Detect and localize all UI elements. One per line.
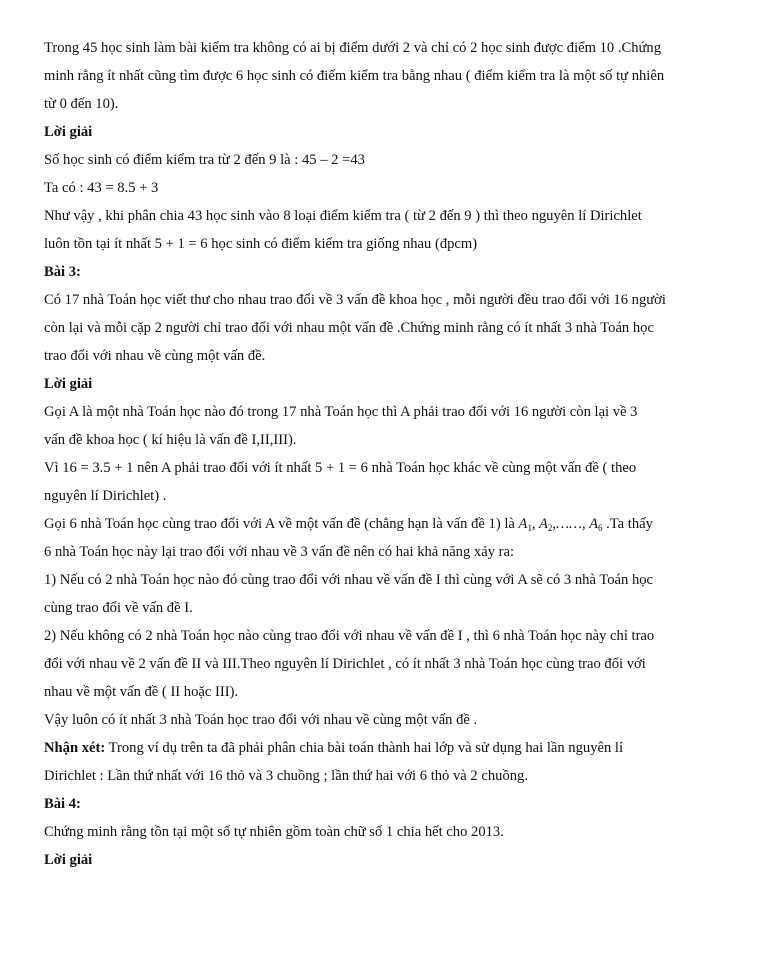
math-var-a6: A xyxy=(589,516,598,532)
problem-text-line-3: từ 0 đến 10). xyxy=(44,96,119,112)
remark-label: Nhận xét: xyxy=(44,740,106,756)
solution-3-line-11: nhau về một vấn đề ( II hoặc III). xyxy=(44,684,239,700)
solution-3-line-4: nguyên lí Dirichlet) . xyxy=(44,488,167,504)
solution-heading-3: Lời giải xyxy=(44,376,93,392)
solution-3-line-6: 6 nhà Toán học này lại trao đổi với nhau về 3 vấn đề nên có hai khả năng xảy ra: xyxy=(44,544,515,560)
solution-3-line-2: vấn đề khoa học ( kí hiệu là vấn đề I,II,III). xyxy=(44,432,297,448)
solution-3-line-7: 1) Nếu có 2 nhà Toán học nào đó cùng trao đổi với nhau về vấn đề I thì cùng với A sẽ có 3 nhà Toán học xyxy=(44,572,654,588)
solution-3-line-9: 2) Nếu không có 2 nhà Toán học nào cùng trao đổi với nhau về vấn đề I , thì 6 nhà Toán học này chỉ trao xyxy=(44,628,655,644)
problem-text-line-1: Trong 45 học sinh làm bài kiểm tra không có ai bị điểm dưới 2 và chỉ có 2 học sinh được điểm 10 .Chứng xyxy=(44,40,662,56)
document-page xyxy=(44,34,734,874)
math-var-a1: A xyxy=(518,516,528,532)
solution-3-line-5-text: Gọi 6 nhà Toán học cùng trao đổi với A về một vấn đề (chẳng hạn là vấn đề 1) là xyxy=(44,516,519,532)
solution-1-line-1: Số học sinh có điểm kiểm tra từ 2 đến 9 là : 45 – 2 =43 xyxy=(44,152,365,168)
math-sep-2: ,……, xyxy=(552,516,590,532)
problem-3-line-2: còn lại và mỗi cặp 2 người chỉ trao đổi với nhau một vấn đề .Chứng minh rằng có ít nhất 3 nhà Toán học xyxy=(44,320,654,336)
math-sub-1: 1 xyxy=(527,523,532,533)
solution-3-line-8: cùng trao đổi về vấn đề I. xyxy=(44,600,193,616)
math-sep-1: , xyxy=(531,516,539,532)
remark-line-2: Dirichlet : Lần thứ nhất với 16 thỏ và 3 chuồng ; lần thứ hai với 6 thỏ và 2 chuồng. xyxy=(44,768,528,784)
solution-1-line-2: Ta có : 43 = 8.5 + 3 xyxy=(44,180,159,196)
solution-3-line-10: đổi với nhau về 2 vấn đề II và III.Theo nguyên lí Dirichlet , có ít nhất 3 nhà Toán học cùng trao đổi với xyxy=(44,656,646,672)
problem-3-heading: Bài 3: xyxy=(44,264,81,280)
math-sub-2: 2 xyxy=(547,523,553,533)
solution-heading-1: Lời giải xyxy=(44,124,93,140)
problem-4-heading: Bài 4: xyxy=(44,796,81,812)
math-sequence xyxy=(519,516,603,532)
remark-line-1 xyxy=(44,734,734,762)
solution-1-line-4: luôn tồn tại ít nhất 5 + 1 = 6 học sinh có điểm kiểm tra giống nhau (đpcm) xyxy=(44,236,478,252)
problem-3-line-3: trao đổi với nhau về cùng một vấn đề. xyxy=(44,348,266,364)
problem-4-line-1: Chứng minh rằng tồn tại một số tự nhiên gồm toàn chữ số 1 chia hết cho 2013. xyxy=(44,824,504,840)
problem-3-line-1: Có 17 nhà Toán học viết thư cho nhau trao đổi về 3 vấn đề khoa học , mỗi người đều trao đổi với 16 người xyxy=(44,292,666,308)
solution-3-line-3: Vì 16 = 3.5 + 1 nên A phải trao đổi với ít nhất 5 + 1 = 6 nhà Toán học khác về cùng một vấn đề ( theo xyxy=(44,460,637,476)
problem-text-line-2: minh rằng ít nhất cũng tìm được 6 học sinh có điểm kiểm tra bằng nhau ( điểm kiểm tra là một số tự nhiên xyxy=(44,68,665,84)
solution-3-line-5-tail: .Ta thấy xyxy=(602,516,653,532)
solution-3-line-12: Vậy luôn có ít nhất 3 nhà Toán học trao đổi với nhau về cùng một vấn đề . xyxy=(44,712,478,728)
solution-1-line-3: Như vậy , khi phân chia 43 học sinh vào 8 loại điểm kiểm tra ( từ 2 đến 9 ) thì theo nguyên lí Dirichlet xyxy=(44,208,642,224)
solution-3-line-1: Gọi A là một nhà Toán học nào đó trong 17 nhà Toán học thì A phải trao đổi với 16 người còn lại về 3 xyxy=(44,404,638,420)
solution-3-line-5 xyxy=(44,510,734,538)
math-var-a2: A xyxy=(539,516,548,532)
math-sub-6: 6 xyxy=(597,523,603,533)
solution-heading-4: Lời giải xyxy=(44,852,93,868)
remark-text-1: Trong ví dụ trên ta đã phải phân chia bài toán thành hai lớp và sử dụng hai lần nguyên lí xyxy=(105,740,624,756)
